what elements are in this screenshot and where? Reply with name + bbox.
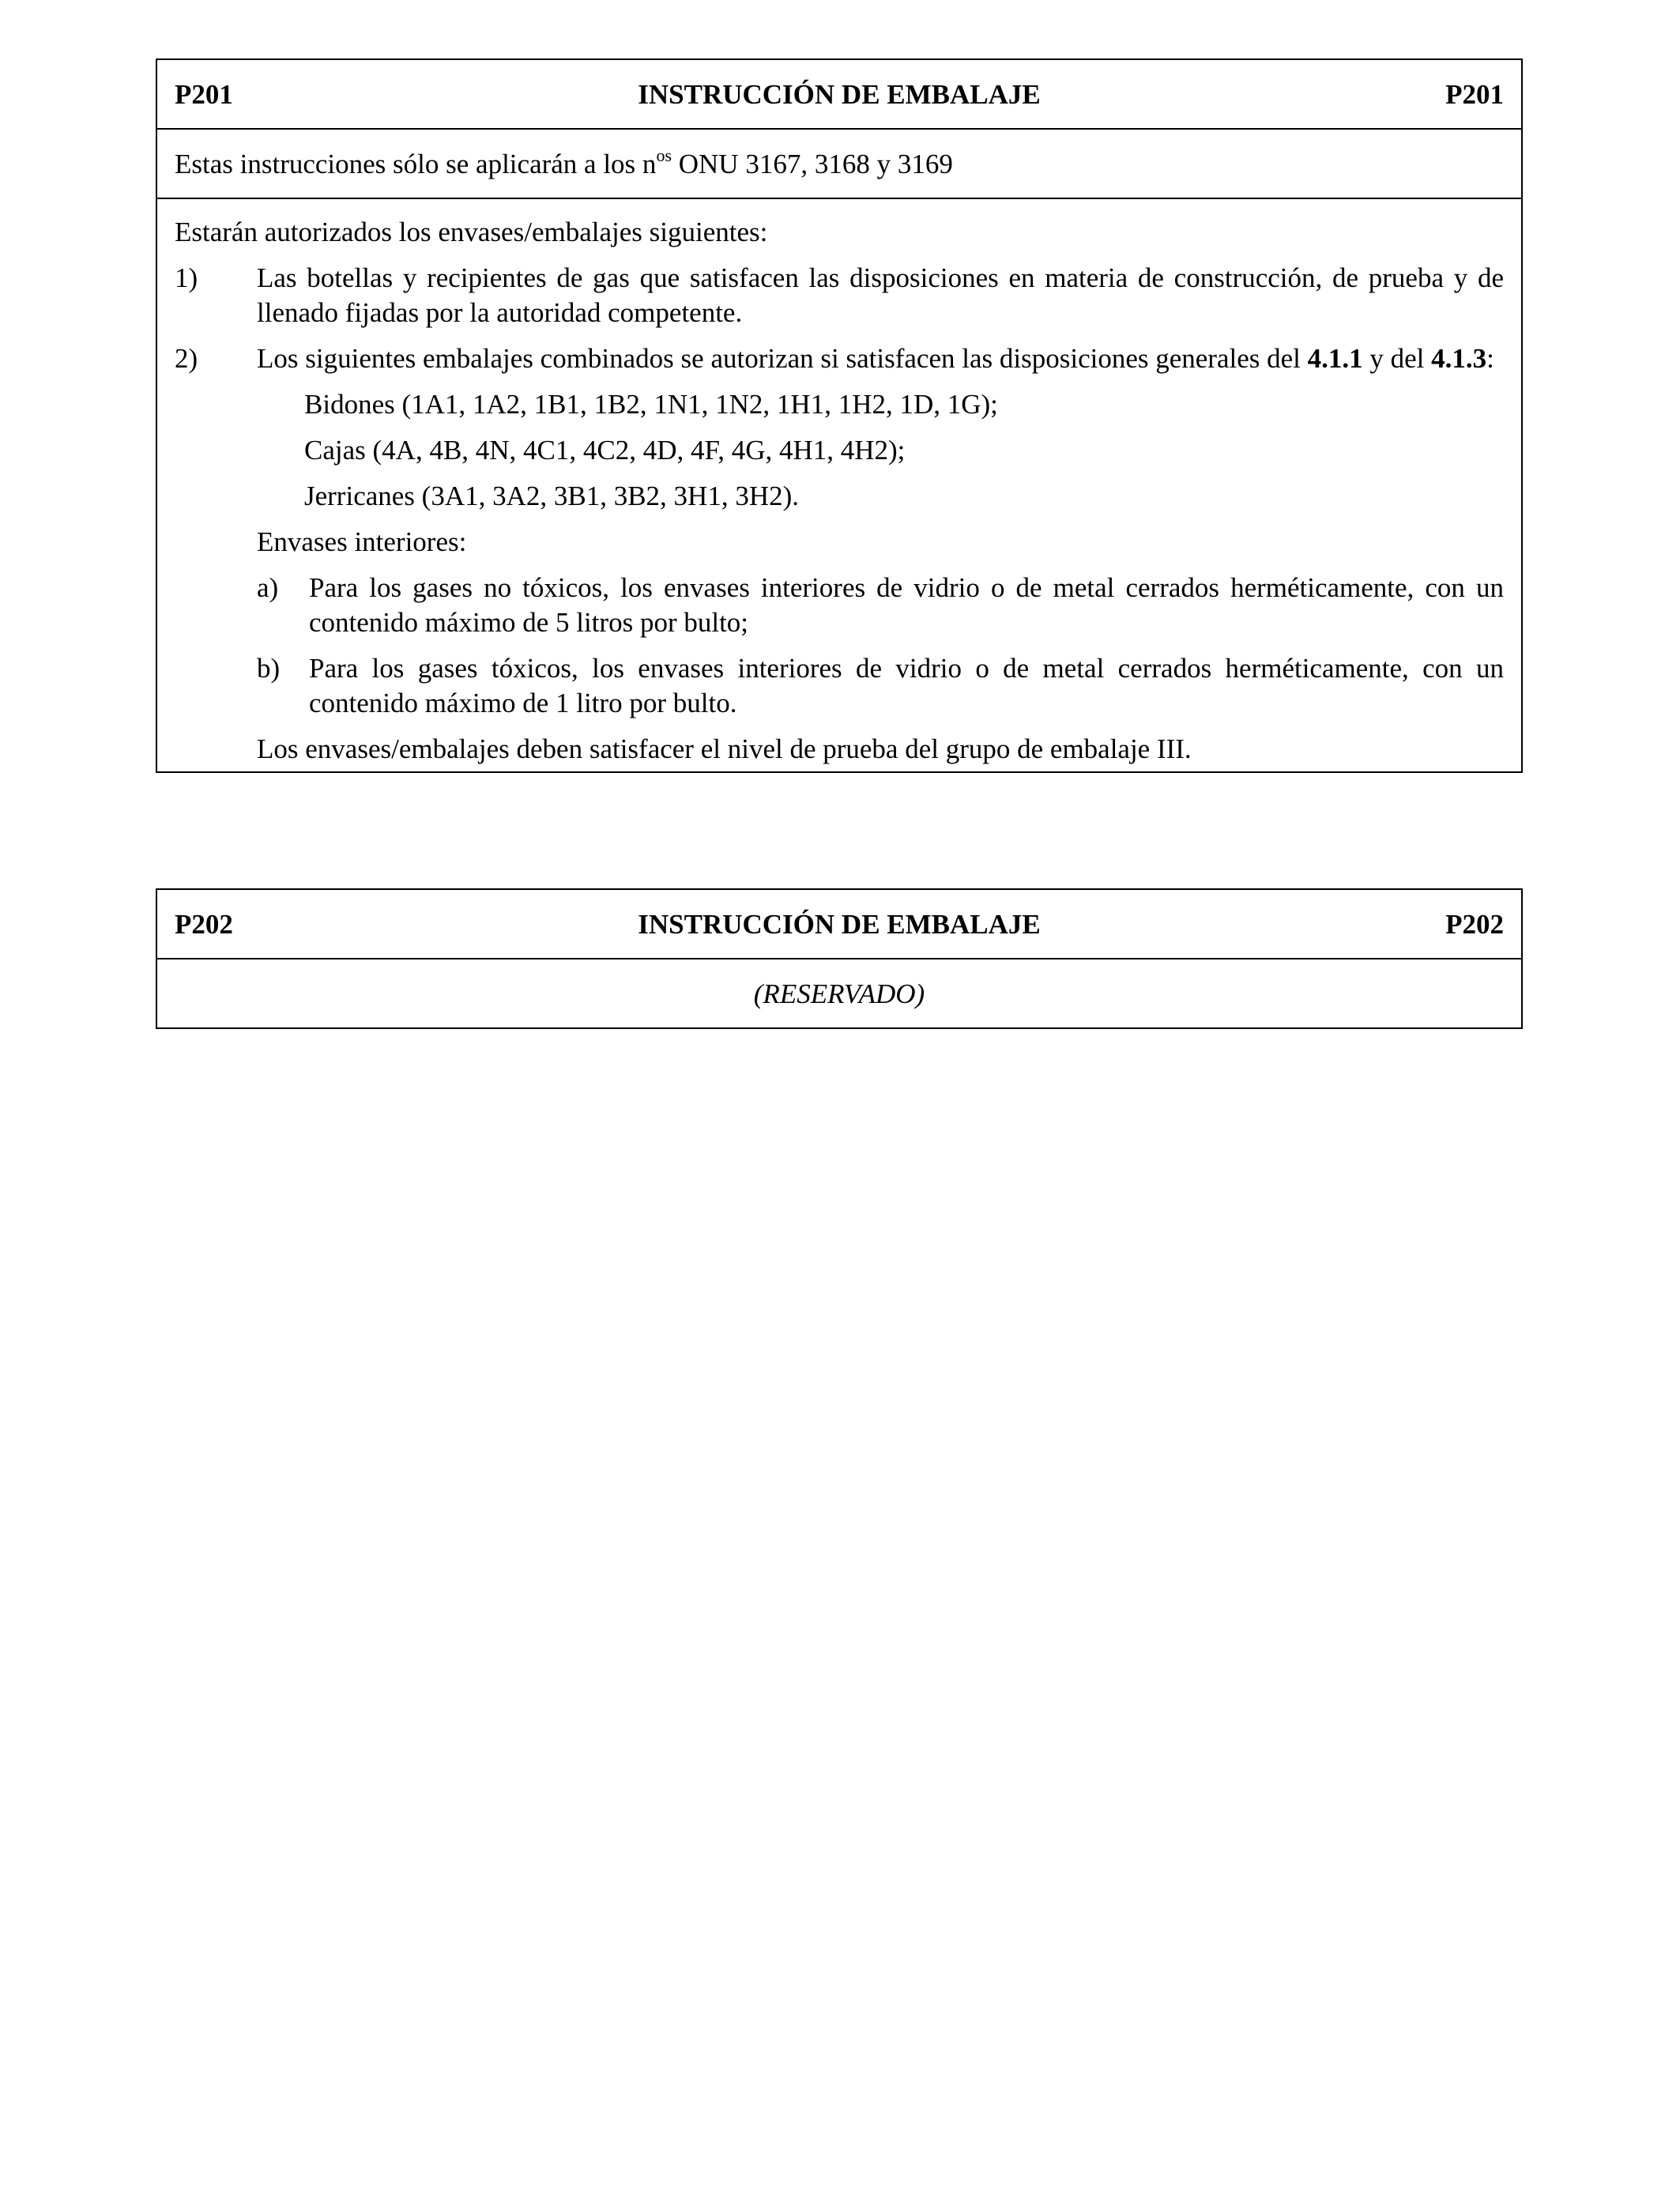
p202-code-right: P202 bbox=[1445, 909, 1504, 940]
item-2-number: 2) bbox=[175, 343, 198, 374]
p201-scope-un-numbers: ONU 3167, 3168 y 3169 bbox=[672, 149, 953, 179]
p201-code-left: P201 bbox=[175, 79, 233, 110]
packing-instruction-p202 bbox=[156, 888, 1523, 1029]
p201-intro: Estarán autorizados los envases/embalajes siguientes: bbox=[175, 217, 768, 247]
item-2-text-mid: y del bbox=[1362, 343, 1432, 374]
item-a-letter: a) bbox=[257, 572, 279, 603]
p202-title: INSTRUCCIÓN DE EMBALAJE bbox=[638, 909, 1041, 940]
outer-packaging-jerricans: Jerricanes (3A1, 3A2, 3B1, 3B2, 3H1, 3H2). bbox=[304, 481, 800, 511]
outer-packaging-drums: Bidones (1A1, 1A2, 1B1, 1B2, 1N1, 1N2, 1H1, 1H2, 1D, 1G); bbox=[304, 389, 998, 420]
p201-code-right: P201 bbox=[1445, 79, 1504, 110]
p201-scope-superscript: os bbox=[656, 145, 672, 166]
p201-body bbox=[157, 199, 1521, 771]
item-a-text: Para los gases no tóxicos, los envases interiores de vidrio o de metal cerrados herméticamente, con un contenido máximo de 5 litros por bulto; bbox=[309, 572, 1504, 638]
p201-scope-text: Estas instrucciones sólo se aplicarán a los n bbox=[175, 149, 657, 179]
p202-code-left: P202 bbox=[175, 909, 233, 940]
p202-header bbox=[157, 890, 1521, 959]
item-2-text bbox=[257, 341, 1504, 376]
outer-packaging-boxes: Cajas (4A, 4B, 4N, 4C1, 4C2, 4D, 4F, 4G, 4H1, 4H2); bbox=[304, 435, 906, 466]
item-2-text-start: Los siguientes embalajes combinados se autorizan si satisfacen las disposiciones generales del bbox=[257, 343, 1308, 374]
item-2-reference-4-1-1: 4.1.1 bbox=[1307, 343, 1363, 374]
p202-reserved: (RESERVADO) bbox=[753, 978, 925, 1009]
p201-item-2 bbox=[175, 341, 1504, 376]
inner-packagings-heading: Envases interiores: bbox=[257, 526, 467, 557]
inner-packaging-item-a bbox=[257, 571, 1504, 640]
item-b-text: Para los gases tóxicos, los envases interiores de vidrio o de metal cerrados herméticamente, con un contenido máximo de 1 litro por bulto. bbox=[309, 653, 1504, 718]
item-2-reference-4-1-3: 4.1.3 bbox=[1431, 343, 1487, 374]
p201-item-1 bbox=[175, 261, 1504, 330]
item-2-text-end: : bbox=[1486, 343, 1494, 374]
item-1-text: Las botellas y recipientes de gas que satisfacen las disposiciones en materia de construcción, de prueba y de llenado fijadas por la autoridad competente. bbox=[257, 262, 1504, 328]
item-1-number: 1) bbox=[175, 262, 198, 293]
p201-header bbox=[157, 60, 1521, 130]
p201-title: INSTRUCCIÓN DE EMBALAJE bbox=[638, 79, 1041, 110]
packing-instruction-p201 bbox=[156, 58, 1523, 773]
p201-scope bbox=[157, 130, 1521, 199]
p201-final-note: Los envases/embalajes deben satisfacer el nivel de prueba del grupo de embalaje III. bbox=[257, 733, 1192, 764]
inner-packaging-item-b bbox=[257, 651, 1504, 721]
item-b-letter: b) bbox=[257, 653, 281, 684]
